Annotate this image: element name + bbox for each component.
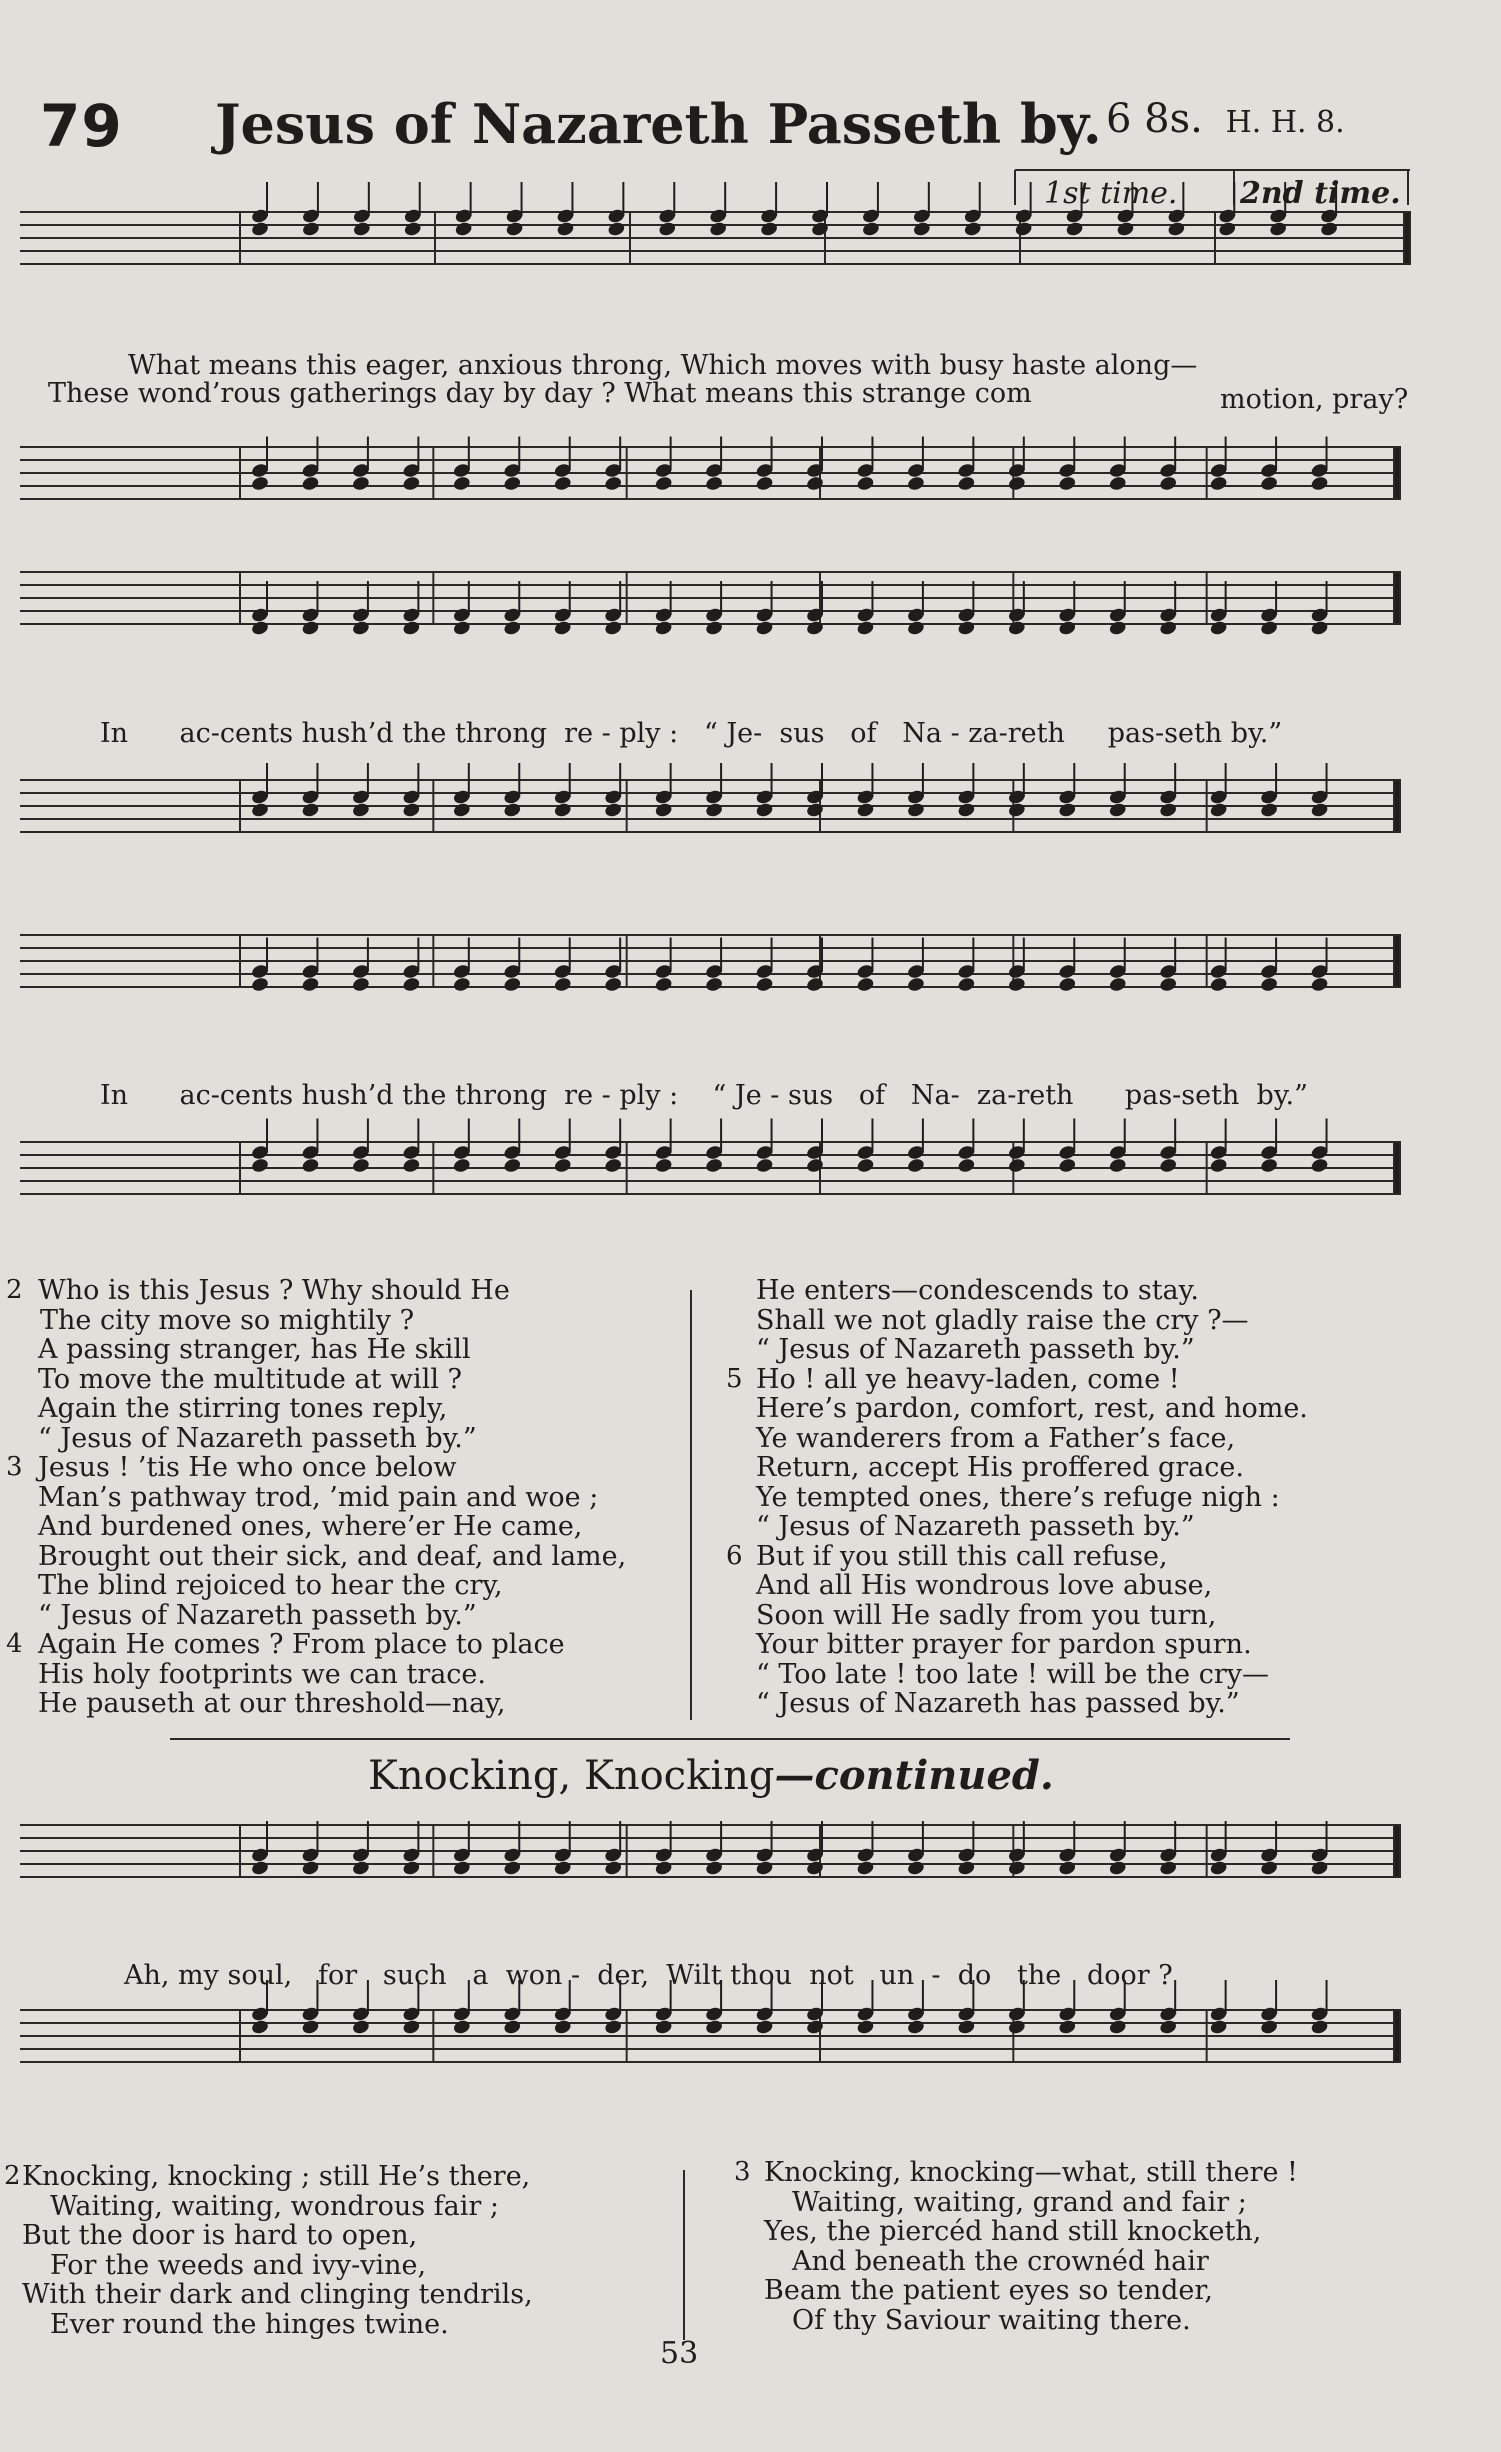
stanza-line: The city move so mightily ?	[40, 1304, 415, 1336]
note-head	[755, 1157, 774, 1174]
note-head	[604, 976, 623, 993]
note-head	[957, 976, 976, 993]
stanza-line: A passing stranger, has He skill	[38, 1334, 471, 1365]
note-head	[402, 976, 421, 993]
note-head	[810, 221, 829, 238]
note-head	[604, 2019, 623, 2036]
note-head	[1007, 1860, 1026, 1877]
stanza-line: Knocking, knocking—what, still there !	[764, 2157, 1298, 2188]
note-head	[301, 1860, 320, 1877]
stanza-line: He enters—condescends to stay.	[756, 1275, 1199, 1306]
note-head	[1260, 475, 1279, 492]
note-head	[906, 802, 925, 819]
note-head	[604, 1157, 623, 1174]
stanza-line: But the door is hard to open,	[22, 2220, 418, 2251]
note-head	[760, 221, 779, 238]
note-head	[1159, 620, 1178, 637]
note-head	[1310, 1157, 1329, 1174]
final-bar	[1404, 212, 1410, 264]
lyric-system2: In ac-cents hush’d the throng re - ply : “ Je- sus of Na - za-reth pas-seth by.”	[100, 718, 1283, 749]
note-head	[250, 221, 269, 238]
note-head	[906, 620, 925, 637]
note-head	[755, 802, 774, 819]
note-head	[906, 976, 925, 993]
note-head	[654, 475, 673, 492]
stanza-line: With their dark and clinging tendrils,	[22, 2279, 533, 2310]
stanza-2	[6, 1275, 626, 1454]
note-head	[805, 976, 824, 993]
note-head	[805, 1157, 824, 1174]
note-head	[856, 475, 875, 492]
stanza-number: 6	[726, 1540, 743, 1571]
meter-count: 6 8s.	[1106, 96, 1203, 142]
stanza-number: 3	[6, 1452, 23, 1482]
stanza-line: He pauseth at our threshold—nay,	[38, 1688, 506, 1719]
stanza-line: Again the stirring tones reply,	[38, 1393, 448, 1424]
stanza-line: But if you still this call refuse,	[756, 1540, 1168, 1572]
note-head	[912, 221, 931, 238]
note-head	[452, 2019, 471, 2036]
note-head	[755, 2019, 774, 2036]
note-head	[856, 620, 875, 637]
note-head	[1260, 802, 1279, 819]
note-head	[1209, 475, 1228, 492]
stanza-line: Brought out their sick, and deaf, and lame,	[38, 1540, 627, 1572]
stanza-line: “ Jesus of Nazareth passeth by.”	[38, 1422, 477, 1454]
stanza-line: “ Jesus of Nazareth passeth by.”	[38, 1599, 477, 1631]
note-head	[553, 2019, 572, 2036]
note-head	[301, 475, 320, 492]
final-bar	[1394, 572, 1400, 624]
first-ending-label: 1st time.	[1044, 176, 1178, 211]
note-head	[402, 2019, 421, 2036]
note-head	[452, 475, 471, 492]
stanza-line: Ho ! all ye heavy-laden, come !	[756, 1363, 1180, 1395]
note-head	[604, 475, 623, 492]
note-head	[607, 221, 626, 238]
note-head	[250, 802, 269, 819]
note-head	[1260, 1157, 1279, 1174]
stanza-line: Knocking, knocking ; still He’s there,	[22, 2161, 531, 2192]
note-head	[755, 1860, 774, 1877]
stanza-line: Man’s pathway trod, ’mid pain and woe ;	[38, 1481, 599, 1513]
note-head	[503, 1860, 522, 1877]
note-head	[654, 802, 673, 819]
continued-divider	[683, 2170, 685, 2340]
stanza-line: Jesus ! ’tis He who once below	[38, 1452, 457, 1483]
note-head	[553, 620, 572, 637]
note-head	[604, 1860, 623, 1877]
note-head	[503, 620, 522, 637]
stanza-line: Ye wanderers from a Father’s face,	[756, 1422, 1236, 1454]
final-bar	[1394, 935, 1400, 987]
stanzas-right	[726, 1275, 1308, 1719]
note-head	[352, 221, 371, 238]
stanza-line: His holy footprints we can trace.	[38, 1658, 486, 1690]
stanza-number: 4	[6, 1629, 23, 1659]
stanza-5	[726, 1363, 1308, 1542]
note-head	[957, 2019, 976, 2036]
note-head	[1310, 475, 1329, 492]
note-head	[963, 221, 982, 238]
note-head	[250, 1157, 269, 1174]
note-head	[553, 976, 572, 993]
note-head	[654, 1860, 673, 1877]
stanza-number: 3	[734, 2157, 751, 2187]
note-head	[705, 620, 724, 637]
note-head	[452, 1157, 471, 1174]
note-head	[654, 1157, 673, 1174]
stanza-4	[6, 1629, 626, 1719]
meter-code: H. H. 8.	[1225, 105, 1345, 140]
note-head	[1058, 2019, 1077, 2036]
note-head	[503, 2019, 522, 2036]
note-head	[1058, 802, 1077, 819]
stanza-line: “ Jesus of Nazareth passeth by.”	[756, 1334, 1195, 1365]
note-head	[452, 1860, 471, 1877]
note-head	[957, 475, 976, 492]
note-head	[1159, 1157, 1178, 1174]
note-head	[1260, 620, 1279, 637]
note-head	[1058, 976, 1077, 993]
note-head	[705, 976, 724, 993]
note-head	[403, 221, 422, 238]
note-head	[250, 1860, 269, 1877]
stanza-line: Here’s pardon, comfort, rest, and home.	[756, 1393, 1308, 1424]
note-head	[755, 620, 774, 637]
note-head	[351, 976, 370, 993]
stanza-line: For the weeds and ivy-vine,	[50, 2249, 427, 2281]
note-head	[1310, 976, 1329, 993]
stanza-line: And beneath the crownéd hair	[792, 2245, 1209, 2277]
lyric-system1-line1: What means this eager, anxious throng, Which moves with busy haste along—	[128, 350, 1198, 381]
stanza-line: Yes, the piercéd hand still knocketh,	[764, 2216, 1262, 2247]
final-bar	[1394, 447, 1400, 499]
note-head	[1320, 221, 1339, 238]
note-head	[856, 1860, 875, 1877]
note-head	[1159, 802, 1178, 819]
note-head	[1269, 221, 1288, 238]
note-head	[1167, 221, 1186, 238]
note-head	[604, 620, 623, 637]
note-head	[301, 620, 320, 637]
stanza-line: Of thy Saviour waiting there.	[792, 2304, 1191, 2336]
note-head	[1058, 1860, 1077, 1877]
stanza-line: Beam the patient eyes so tender,	[764, 2275, 1213, 2306]
stanza-line: And burdened ones, where’er He came,	[38, 1511, 583, 1542]
note-head	[957, 620, 976, 637]
note-head	[1108, 475, 1127, 492]
note-head	[1014, 221, 1033, 238]
note-head	[1116, 221, 1135, 238]
note-head	[957, 802, 976, 819]
note-head	[1007, 620, 1026, 637]
note-head	[705, 1860, 724, 1877]
note-head	[1310, 620, 1329, 637]
note-head	[351, 620, 370, 637]
note-head	[503, 976, 522, 993]
note-head	[805, 475, 824, 492]
note-head	[402, 802, 421, 819]
note-head	[1159, 976, 1178, 993]
note-head	[1065, 221, 1084, 238]
final-bar	[1394, 1142, 1400, 1194]
note-head	[503, 1157, 522, 1174]
note-head	[1007, 2019, 1026, 2036]
note-head	[402, 620, 421, 637]
stanzas-left	[6, 1275, 627, 1719]
note-head	[1260, 2019, 1279, 2036]
second-ending-label: 2nd time.	[1240, 176, 1401, 211]
note-head	[906, 1157, 925, 1174]
note-head	[1260, 1860, 1279, 1877]
stanza-number: 2	[4, 2161, 21, 2191]
note-head	[705, 475, 724, 492]
note-head	[1260, 976, 1279, 993]
note-head	[1209, 1860, 1228, 1877]
note-head	[351, 475, 370, 492]
note-head	[553, 1157, 572, 1174]
note-head	[856, 802, 875, 819]
note-head	[1218, 221, 1237, 238]
continued-stanza-3	[734, 2157, 1298, 2336]
note-head	[1108, 802, 1127, 819]
note-head	[1159, 2019, 1178, 2036]
note-head	[301, 2019, 320, 2036]
note-head	[454, 221, 473, 238]
note-head	[1310, 1860, 1329, 1877]
note-head	[1058, 620, 1077, 637]
stanza-line: Waiting, waiting, wondrous fair ;	[50, 2190, 499, 2222]
lyric-system3: In ac-cents hush’d the throng re - ply : “ Je - sus of Na- za-reth pas-seth by.”	[100, 1080, 1308, 1111]
note-head	[1209, 2019, 1228, 2036]
note-head	[856, 976, 875, 993]
stanza-line: Return, accept His proffered grace.	[756, 1452, 1244, 1483]
note-head	[452, 620, 471, 637]
note-head	[957, 1860, 976, 1877]
note-head	[452, 976, 471, 993]
note-head	[1108, 1157, 1127, 1174]
note-head	[705, 2019, 724, 2036]
note-head	[553, 475, 572, 492]
note-head	[351, 1157, 370, 1174]
note-head	[805, 620, 824, 637]
note-head	[1310, 2019, 1329, 2036]
note-head	[1007, 1157, 1026, 1174]
lyric-system1-line2: These wond’rous gatherings day by day ? What means this strange com	[48, 378, 1032, 409]
note-head	[906, 1860, 925, 1877]
note-head	[906, 475, 925, 492]
note-head	[604, 802, 623, 819]
stanza-number: 5	[726, 1363, 743, 1394]
continued-suffix: —continued.	[774, 1752, 1054, 1799]
note-head	[1159, 1860, 1178, 1877]
note-head	[556, 221, 575, 238]
stanza-line: And all His wondrous love abuse,	[756, 1570, 1213, 1601]
note-head	[856, 2019, 875, 2036]
stanza-line: Waiting, waiting, grand and fair ;	[792, 2186, 1247, 2218]
note-head	[1058, 475, 1077, 492]
note-head	[1108, 620, 1127, 637]
stanza-6	[726, 1540, 1308, 1719]
note-head	[503, 475, 522, 492]
note-head	[906, 2019, 925, 2036]
note-head	[351, 2019, 370, 2036]
section-divider	[170, 1738, 1290, 1740]
page-number: 53	[660, 2336, 699, 2371]
note-head	[1209, 1157, 1228, 1174]
note-head	[301, 221, 320, 238]
stanza-line: Who is this Jesus ? Why should He	[38, 1275, 510, 1306]
continued-title-text: Knocking, Knocking	[368, 1753, 775, 1799]
stanza-line: Your bitter prayer for pardon spurn.	[756, 1629, 1252, 1660]
note-head	[553, 802, 572, 819]
hymn-number: 79	[40, 92, 123, 160]
note-head	[402, 1860, 421, 1877]
stanza-line: “ Too late ! too late ! will be the cry—	[756, 1658, 1270, 1690]
note-head	[705, 1157, 724, 1174]
note-head	[351, 802, 370, 819]
note-head	[654, 2019, 673, 2036]
stanza-line: Shall we not gladly raise the cry ?—	[756, 1304, 1249, 1336]
continued-stanza-2	[4, 2161, 533, 2340]
stanza-number: 2	[6, 1275, 23, 1305]
stanza-divider	[690, 1290, 692, 1720]
note-head	[250, 976, 269, 993]
note-head	[1108, 2019, 1127, 2036]
stanza-line: To move the multitude at will ?	[38, 1363, 463, 1395]
continued-title	[368, 1752, 1054, 1799]
stanza-line: “ Jesus of Nazareth passeth by.”	[756, 1511, 1195, 1542]
note-head	[805, 2019, 824, 2036]
lyric-system1-line2-end: motion, pray?	[1220, 384, 1409, 415]
note-head	[301, 976, 320, 993]
stanza-line: Ever round the hinges twine.	[50, 2308, 449, 2340]
note-head	[402, 1157, 421, 1174]
note-head	[301, 1157, 320, 1174]
note-head	[705, 802, 724, 819]
final-bar	[1394, 1825, 1400, 1877]
note-head	[1108, 976, 1127, 993]
note-head	[452, 802, 471, 819]
note-head	[1058, 1157, 1077, 1174]
note-head	[1209, 802, 1228, 819]
note-head	[250, 475, 269, 492]
note-head	[957, 1157, 976, 1174]
stanza-line: Ye tempted ones, there’s refuge nigh :	[756, 1481, 1280, 1513]
stanza-line: “ Jesus of Nazareth has passed by.”	[756, 1688, 1240, 1719]
note-head	[250, 620, 269, 637]
stanza-line: Soon will He sadly from you turn,	[756, 1599, 1217, 1631]
note-head	[1159, 475, 1178, 492]
note-head	[351, 1860, 370, 1877]
stanza-3	[6, 1452, 627, 1631]
note-head	[1209, 620, 1228, 637]
note-head	[1209, 976, 1228, 993]
note-head	[503, 802, 522, 819]
note-head	[553, 1860, 572, 1877]
note-head	[1007, 802, 1026, 819]
note-head	[1310, 802, 1329, 819]
note-head	[709, 221, 728, 238]
stanza-line: Again He comes ? From place to place	[38, 1629, 565, 1660]
note-head	[805, 802, 824, 819]
stanza-4-cont	[756, 1276, 1308, 1365]
final-bar	[1394, 780, 1400, 832]
stanza-line: The blind rejoiced to hear the cry,	[38, 1570, 503, 1601]
note-head	[654, 976, 673, 993]
note-head	[505, 221, 524, 238]
note-head	[658, 221, 677, 238]
note-head	[755, 475, 774, 492]
note-head	[402, 475, 421, 492]
note-head	[805, 1860, 824, 1877]
final-bar	[1394, 2010, 1400, 2062]
note-head	[755, 976, 774, 993]
lyric-continued: Ah, my soul, for such a won - der, Wilt thou not un - do the door ?	[124, 1960, 1173, 1991]
note-head	[654, 620, 673, 637]
note-head	[856, 1157, 875, 1174]
note-head	[250, 2019, 269, 2036]
note-head	[1108, 1860, 1127, 1877]
note-head	[301, 802, 320, 819]
hymn-title: Jesus of Nazareth Passeth by.	[215, 92, 1102, 156]
note-head	[861, 221, 880, 238]
note-head	[1007, 976, 1026, 993]
note-head	[1007, 475, 1026, 492]
